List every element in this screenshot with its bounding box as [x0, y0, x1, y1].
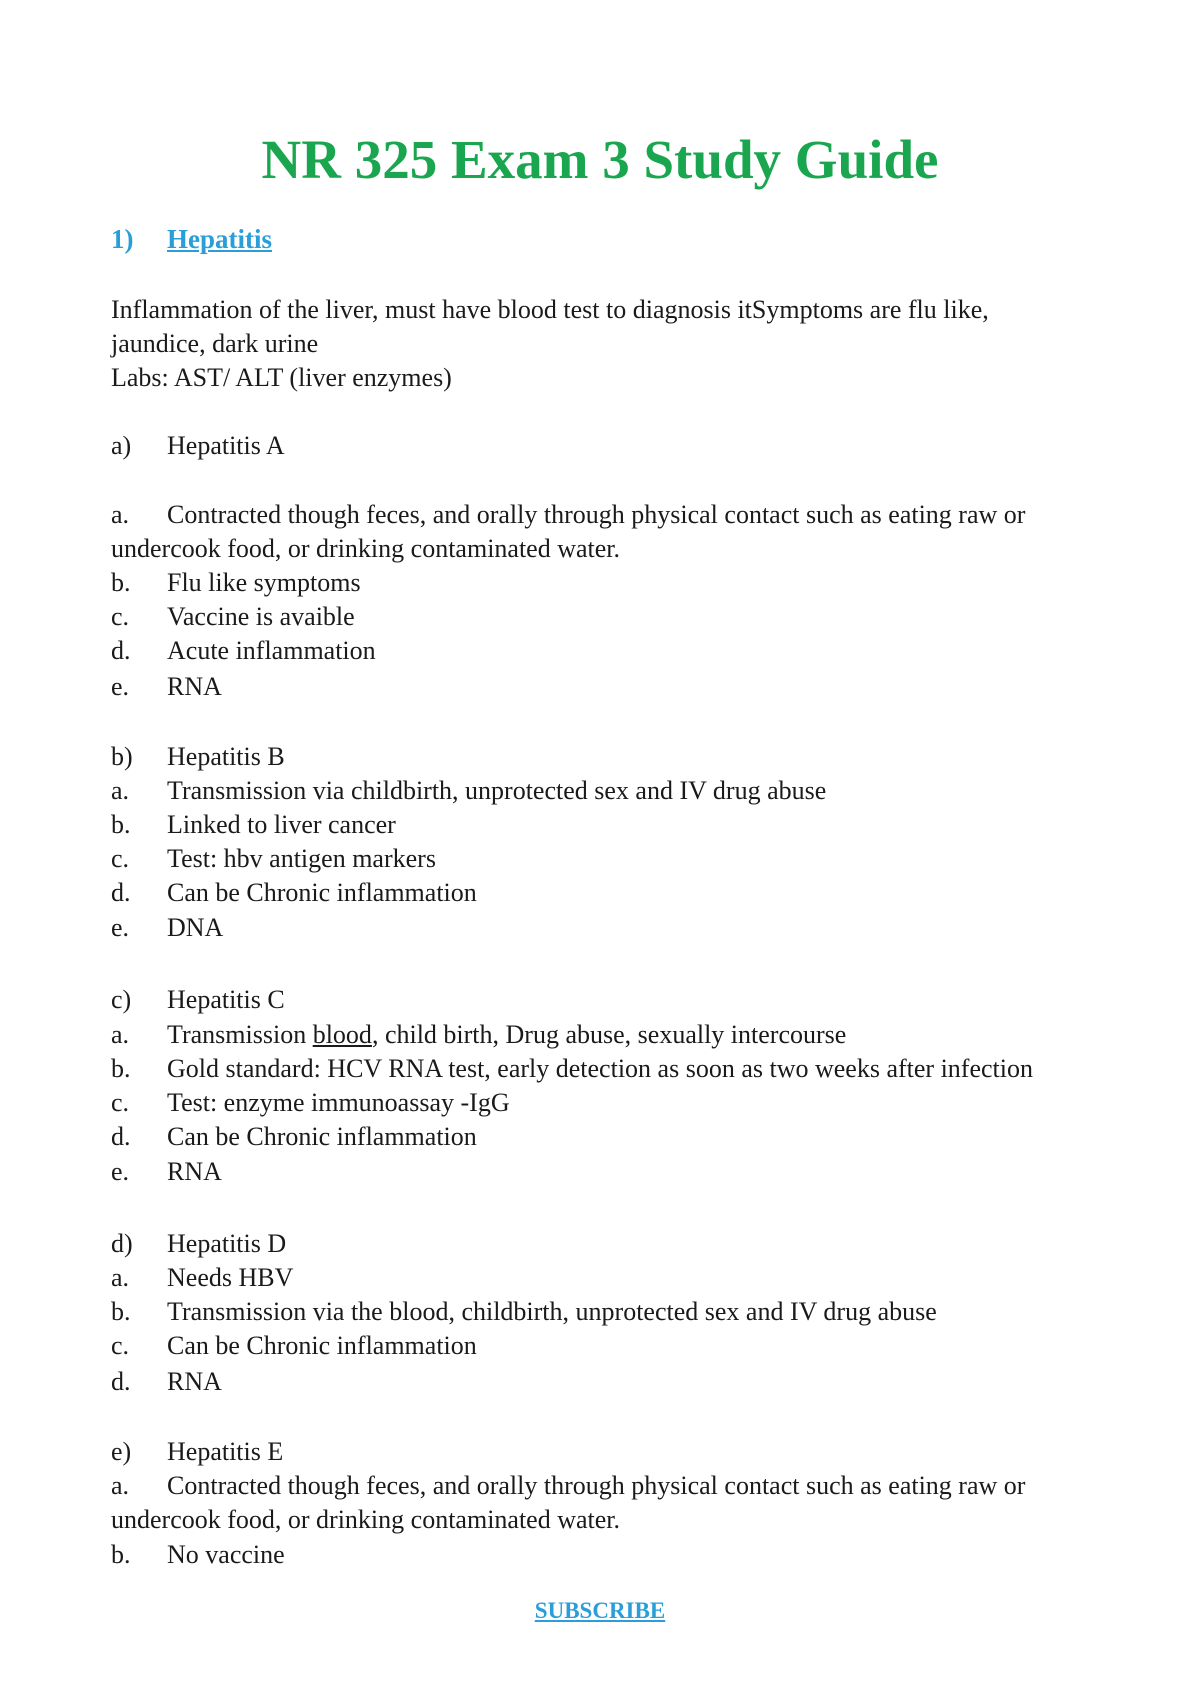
list-item-text: No vaccine: [167, 1540, 285, 1569]
list-item: [111, 808, 396, 842]
subheading-hepatitis-c: [111, 983, 285, 1017]
list-item-text: Test: hbv antigen markers: [167, 844, 436, 873]
list-item: [111, 1120, 477, 1154]
list-marker: d.: [111, 636, 131, 665]
hepatitis-link[interactable]: Hepatitis: [167, 224, 272, 254]
list-marker: c.: [111, 602, 130, 631]
list-item: [111, 774, 826, 808]
subheading-hepatitis-e: [111, 1435, 283, 1469]
subheading-label: Hepatitis C: [167, 985, 285, 1014]
list-item-text: Transmission via childbirth, unprotected sex and IV drug abuse: [167, 776, 827, 805]
list-item-continuation: undercook food, or drinking contaminated water.: [111, 1505, 621, 1534]
list-item-text: Transmission via the blood, childbirth, unprotected sex and IV drug abuse: [167, 1297, 937, 1326]
list-marker: a.: [111, 1020, 130, 1049]
subheading-hepatitis-a: [111, 429, 285, 463]
list-marker: b.: [111, 1054, 131, 1083]
list-marker: e.: [111, 672, 130, 701]
list-item: [111, 1155, 222, 1189]
underlined-word: blood: [312, 1020, 372, 1049]
list-item: [111, 1365, 222, 1399]
subheading-label: Hepatitis D: [167, 1229, 287, 1258]
intro-line-3: Labs: AST/ ALT (liver enzymes): [111, 363, 452, 392]
list-marker: a.: [111, 1471, 130, 1500]
list-item: [111, 876, 477, 910]
list-item-text: Acute inflammation: [167, 636, 376, 665]
list-marker: b): [111, 742, 133, 771]
list-item: [111, 1295, 937, 1329]
list-item-text: RNA: [167, 1367, 222, 1396]
subheading-label: Hepatitis A: [167, 431, 285, 460]
list-marker: a.: [111, 776, 130, 805]
list-item-text: , child birth, Drug abuse, sexually intercourse: [371, 1020, 847, 1049]
list-item-text: Gold standard: HCV RNA test, early detection as soon as two weeks after infection: [167, 1054, 1033, 1083]
list-marker: e.: [111, 913, 130, 942]
list-marker: a.: [111, 1263, 130, 1292]
list-item: [111, 634, 376, 668]
subheading-hepatitis-d: [111, 1227, 286, 1261]
list-marker: b.: [111, 1540, 131, 1569]
subscribe-link[interactable]: SUBSCRIBE: [534, 1598, 666, 1623]
list-marker: b.: [111, 810, 131, 839]
list-item: [111, 1018, 846, 1052]
list-marker: a): [111, 431, 132, 460]
list-item-continuation: undercook food, or drinking contaminated water.: [111, 534, 621, 563]
list-item: [111, 1052, 1033, 1086]
list-item: [111, 911, 223, 945]
list-item-text: Vaccine is avaible: [167, 602, 355, 631]
subheading-label: Hepatitis B: [167, 742, 285, 771]
list-item: [111, 498, 1025, 532]
list-item-text: Can be Chronic inflammation: [167, 1122, 477, 1151]
list-marker: c.: [111, 1331, 130, 1360]
subheading-label: Hepatitis E: [167, 1437, 284, 1466]
list-marker: d.: [111, 1367, 131, 1396]
list-marker: e): [111, 1437, 132, 1466]
list-item-text: Needs HBV: [167, 1263, 294, 1292]
list-marker: c.: [111, 844, 130, 873]
list-marker: b.: [111, 568, 131, 597]
list-item: [111, 842, 436, 876]
list-item-text: Transmission: [167, 1020, 313, 1049]
list-item: [111, 1469, 1025, 1503]
list-item: [111, 566, 361, 600]
page-title: NR 325 Exam 3 Study Guide: [261, 129, 939, 190]
list-marker: c): [111, 985, 132, 1014]
list-item-text: Test: enzyme immunoassay -IgG: [167, 1088, 510, 1117]
list-marker: c.: [111, 1088, 130, 1117]
intro-line-2: jaundice, dark urine: [111, 329, 319, 358]
list-item: [111, 1538, 285, 1572]
subheading-hepatitis-b: [111, 740, 285, 774]
list-item-text: RNA: [167, 672, 222, 701]
list-item: [111, 1086, 510, 1120]
list-marker: d.: [111, 878, 131, 907]
list-item-text: RNA: [167, 1157, 222, 1186]
section-number: 1): [111, 224, 134, 254]
list-item-text: Flu like symptoms: [167, 568, 361, 597]
list-item-text: Can be Chronic inflammation: [167, 1331, 477, 1360]
list-item: [111, 670, 222, 704]
list-item: [111, 1261, 293, 1295]
list-item: [111, 600, 355, 634]
list-marker: d): [111, 1229, 133, 1258]
intro-line-1: Inflammation of the liver, must have blood test to diagnosis itSymptoms are flu like,: [111, 295, 989, 324]
list-marker: e.: [111, 1157, 130, 1186]
list-item-text: Contracted though feces, and orally through physical contact such as eating raw or: [167, 1471, 1026, 1500]
list-item-text: DNA: [167, 913, 224, 942]
list-marker: a.: [111, 500, 130, 529]
section-heading-hepatitis: [111, 222, 272, 256]
list-item-text: Can be Chronic inflammation: [167, 878, 477, 907]
list-item-text: Linked to liver cancer: [167, 810, 396, 839]
list-marker: b.: [111, 1297, 131, 1326]
list-item: [111, 1329, 477, 1363]
list-marker: d.: [111, 1122, 131, 1151]
list-item-text: Contracted though feces, and orally through physical contact such as eating raw or: [167, 500, 1026, 529]
